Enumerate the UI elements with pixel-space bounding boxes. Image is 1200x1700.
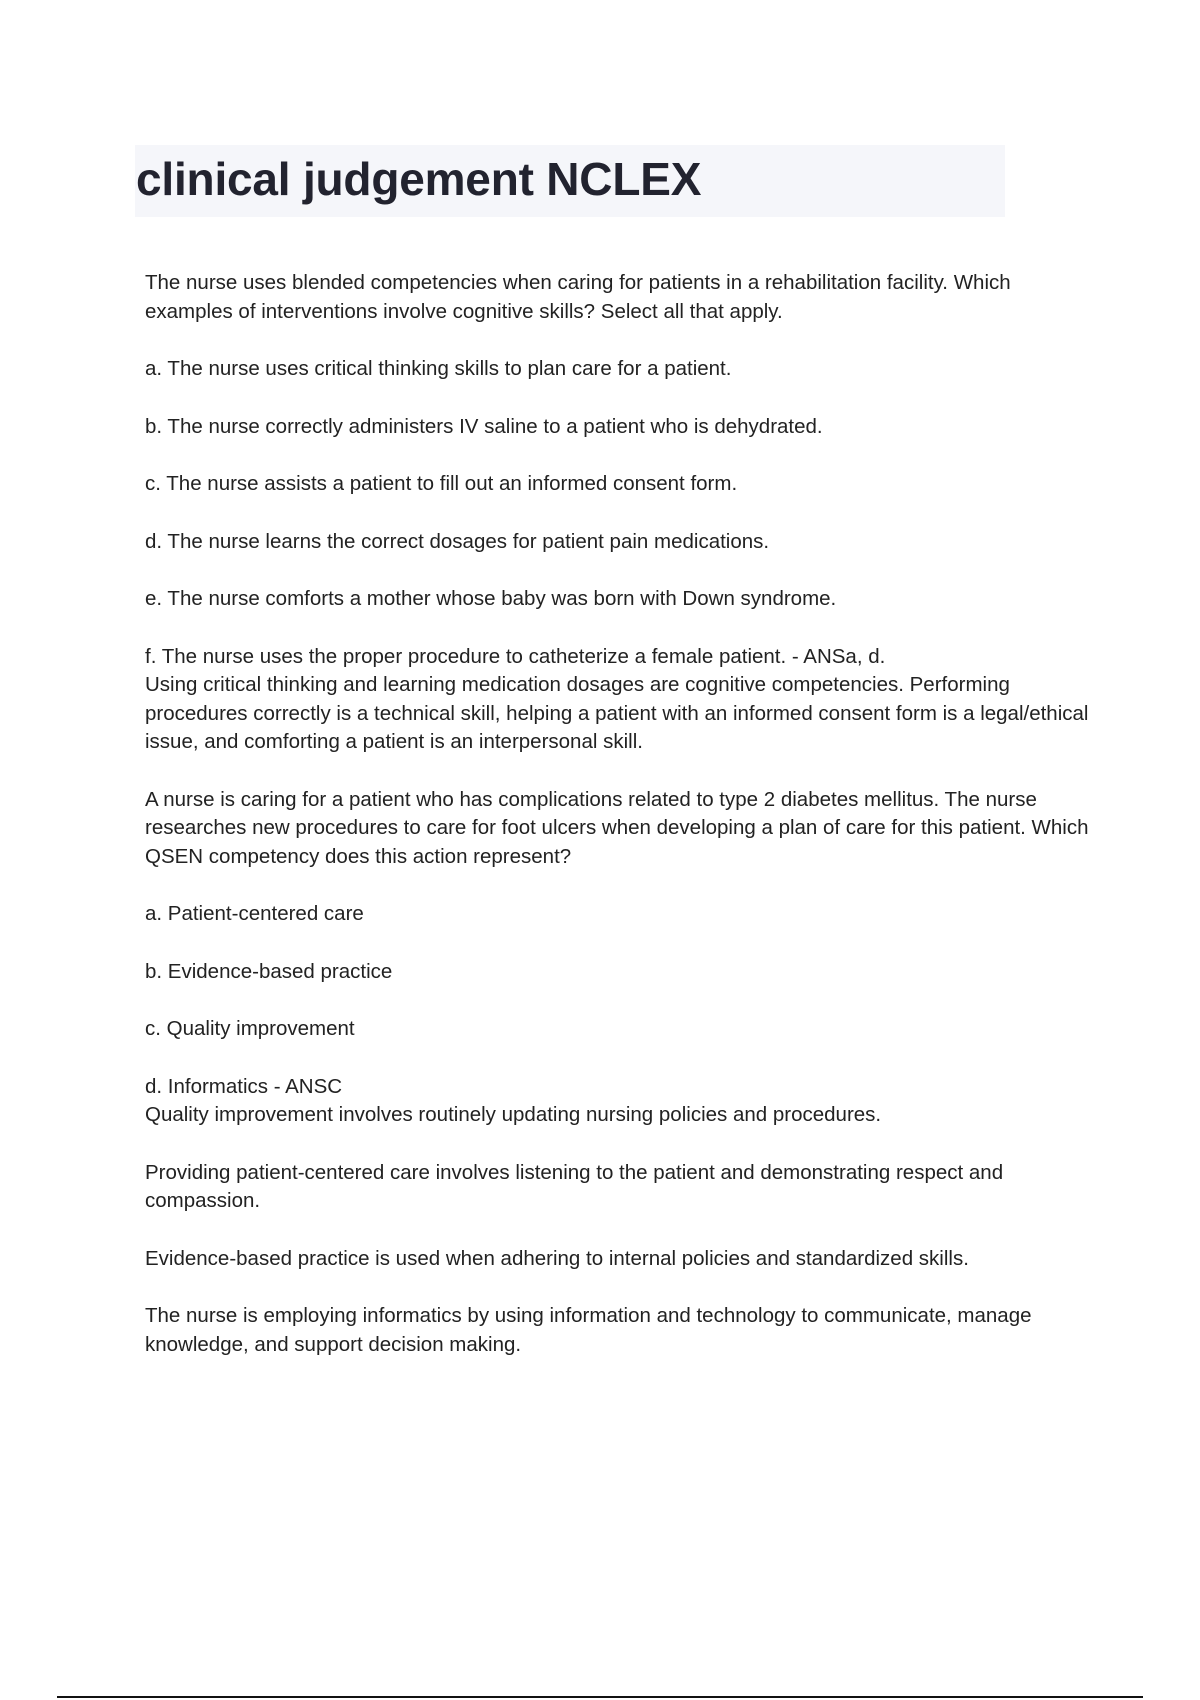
- question-1-rationale: Using critical thinking and learning medication dosages are cognitive competencies. Performing procedures correctly is a technical skill, helping a patient with an informed consent form is a legal/ethical issue, and comforting a patient is an interpersonal skill.: [145, 673, 1089, 753]
- title-banner: [135, 145, 1005, 217]
- question-2-stem: A nurse is caring for a patient who has complications related to type 2 diabetes mellitus. The nurse researches new procedures to care for foot ulcers when developing a plan of care for this patient. Which QSEN competency does this action represent?: [145, 787, 1089, 868]
- question-1-option-f-answer: f. The nurse uses the proper procedure to catheterize a female patient. - ANSa, d.: [145, 644, 886, 668]
- question-2-option-d-answer: d. Informatics - ANSC: [145, 1074, 343, 1098]
- question-1-stem: The nurse uses blended competencies when caring for patients in a rehabilitation facility. Which examples of interventions involve cognitive skills? Select all that apply.: [145, 271, 1011, 323]
- question-2-option-c: c. Quality improvement: [145, 1017, 355, 1040]
- question-2-rationale-evidence-based: Evidence-based practice is used when adhering to internal policies and standardized skills.: [145, 1246, 969, 1270]
- question-2-rationale-patient-centered: Providing patient-centered care involves listening to the patient and demonstrating respect and compassion.: [145, 1160, 1004, 1212]
- question-2-rationale-informatics: The nurse is employing informatics by using information and technology to communicate, manage knowledge, and support decision making.: [145, 1304, 1032, 1356]
- question-1-option-d: d. The nurse learns the correct dosages for patient pain medications.: [145, 529, 770, 553]
- question-1-option-c: c. The nurse assists a patient to fill out an informed consent form.: [145, 472, 738, 495]
- question-1-option-e: e. The nurse comforts a mother whose baby was born with Down syndrome.: [145, 587, 837, 610]
- question-1: [145, 269, 1095, 757]
- question-2: [145, 786, 1095, 1360]
- document-body: [145, 269, 1095, 1388]
- question-1-option-b: b. The nurse correctly administers IV saline to a patient who is dehydrated.: [145, 414, 823, 438]
- question-1-option-a: a. The nurse uses critical thinking skills to plan care for a patient.: [145, 357, 732, 380]
- question-2-option-a: a. Patient-centered care: [145, 902, 364, 925]
- question-2-rationale-quality: Quality improvement involves routinely updating nursing policies and procedures.: [145, 1103, 882, 1126]
- question-2-option-b: b. Evidence-based practice: [145, 959, 393, 983]
- page-title: clinical judgement NCLEX: [136, 153, 702, 205]
- page-footer-divider: [57, 1696, 1143, 1698]
